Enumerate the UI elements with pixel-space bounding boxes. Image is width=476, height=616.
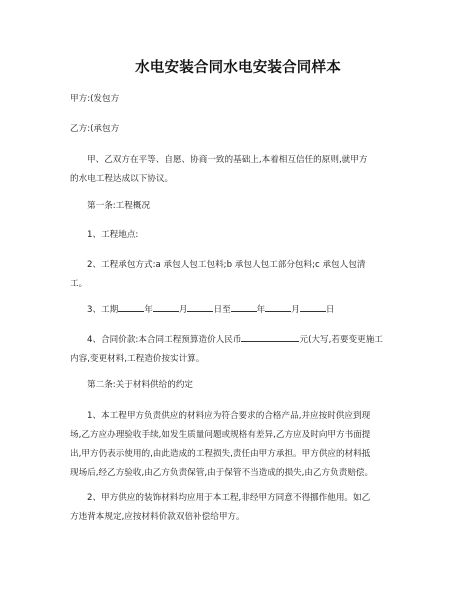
item-2-line-1: 2、工程承包方式:a 承包人包工包料;b 承包人包工部分包料;c 承包人包清 xyxy=(87,260,366,270)
item-3-day-2: 日 xyxy=(325,305,335,315)
mat-1-line-4: 现场后,经乙方验收,由乙方负责保管,由于保管不当造成的损失,由乙方负责赔偿。 xyxy=(70,468,374,478)
item-4-line-2: 内容,变更材料,工程造价按实计算。 xyxy=(70,354,205,364)
document-title: 水电安装合同水电安装合同样本 xyxy=(135,60,341,76)
intro-paragraph xyxy=(70,151,415,189)
item-3-day-1: 日至 xyxy=(213,305,231,315)
item-4-line-1 xyxy=(70,331,415,350)
mat-2-line-2: 方违背本规定,应按材料价款双倍补偿给甲方。 xyxy=(70,512,245,522)
mat-1-line-1: 1、本工程甲方负责供应的材料应为符合要求的合格产品,并应按时供应到现 xyxy=(87,411,371,421)
item-1-location: 1、工程地点: xyxy=(87,230,139,240)
mat-1-line-2: 场,乙方应办理验收手续,如发生质量问题或规格有差异,乙方应及时向甲方书面提 xyxy=(70,430,371,440)
item-4-contract-price xyxy=(70,331,415,369)
intro-line-1: 甲、乙双方在平等、自愿、协商一致的基础上,本着相互信任的原则,就甲方 xyxy=(87,155,368,165)
blank-start-year xyxy=(118,301,144,312)
blank-end-year xyxy=(231,301,257,312)
item-2-contract-method xyxy=(70,256,415,294)
item-4-prefix: 4、合同价款:本合同工程预算造价人民币 xyxy=(87,335,242,345)
item-3-month-1: 月 xyxy=(178,305,188,315)
blank-end-month xyxy=(265,301,291,312)
item-3-month-2: 月 xyxy=(291,305,300,315)
item-3-line xyxy=(70,301,415,320)
item-3-year-1: 年 xyxy=(144,305,153,315)
blank-start-month xyxy=(153,301,179,312)
material-clause-1 xyxy=(70,407,415,483)
item-3-duration xyxy=(70,301,415,320)
item-3-prefix: 3、工期 xyxy=(87,305,119,315)
blank-end-day xyxy=(300,301,326,312)
article-2-heading: 第二条:关于材料供给的约定 xyxy=(87,380,194,390)
material-clause-2 xyxy=(70,489,415,527)
article-1-heading: 第一条:工程概况 xyxy=(87,201,151,211)
party-b-line: 乙方:(承包方 xyxy=(70,124,120,134)
item-4-suffix: 元(大写,若要变更施工 xyxy=(299,335,383,345)
intro-line-2: 的水电工程达成以下协议。 xyxy=(70,174,174,184)
mat-1-line-3: 出,甲方仍表示使用的,由此造成的工程损失,责任由甲方承担。甲方供应的材料抵 xyxy=(70,449,371,459)
item-3-year-2: 年 xyxy=(256,305,266,315)
blank-contract-amount xyxy=(241,331,299,342)
item-2-line-2: 工。 xyxy=(70,279,88,289)
mat-2-line-1: 2、甲方供应的装饰材料均应用于本工程,非经甲方同意不得挪作他用。如乙 xyxy=(87,493,371,503)
party-a-line: 甲方:(发包方 xyxy=(70,94,120,104)
blank-start-day xyxy=(187,301,213,312)
